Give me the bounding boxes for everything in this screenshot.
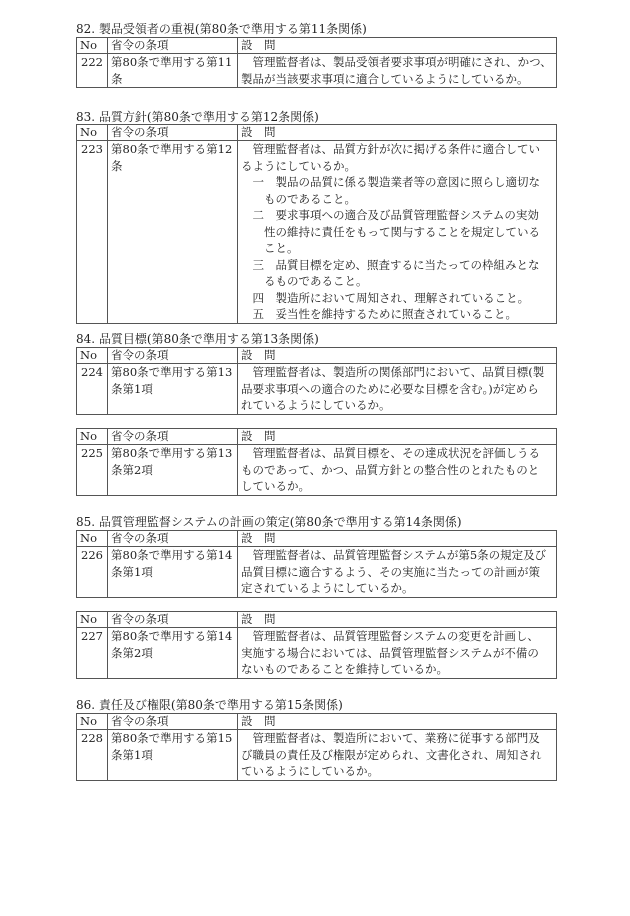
clause-line: 条 <box>111 71 123 86</box>
question-line: るものであること。 <box>241 274 368 288</box>
question-line: 管理監督者は、品質方針が次に掲げる条件に適合してい <box>241 142 540 156</box>
table-row <box>77 445 557 496</box>
item-number: 226 <box>77 547 108 598</box>
table-row <box>77 54 557 88</box>
clause-cell <box>108 730 238 781</box>
header-no: No <box>77 612 108 628</box>
checklist-table <box>76 347 557 415</box>
table-row <box>77 730 557 781</box>
checklist-table <box>76 611 557 679</box>
question-line: 管理監督者は、製品受領者要求事項が明確にされ、かつ、 <box>241 55 552 69</box>
item-number: 228 <box>77 730 108 781</box>
question-line: れているようにしているか。 <box>241 398 391 412</box>
question-line: ものであって、かつ、品質方針との整合性のとれたものと <box>241 462 540 477</box>
question-cell <box>238 54 557 88</box>
question-cell <box>238 628 557 679</box>
question-line: 二 要求事項への適合及び品質管理監督システムの実効 <box>241 208 539 222</box>
table-header-row <box>77 348 557 364</box>
question-line: ているようにしているか。 <box>241 764 379 778</box>
question-cell <box>238 547 557 598</box>
question-line: 四 製造所において周知され、理解されていること。 <box>241 290 530 305</box>
clause-line: 条第2項 <box>111 645 153 660</box>
header-clause: 省令の条項 <box>108 531 238 547</box>
header-question: 設 問 <box>238 38 557 54</box>
question-cell <box>238 445 557 496</box>
clause-cell <box>108 364 238 415</box>
section-title: 82. 製品受領者の重視(第80条で準用する第11条関係) <box>76 22 367 36</box>
question-line: ないものであることを維持しているか。 <box>241 662 448 676</box>
clause-cell <box>108 141 238 324</box>
clause-line: 条第1項 <box>111 381 153 396</box>
table-header-row <box>77 38 557 54</box>
question-cell <box>238 364 557 415</box>
header-clause: 省令の条項 <box>108 714 238 730</box>
question-cell <box>238 141 557 324</box>
question-line: るようにしているか。 <box>241 158 356 173</box>
clause-cell <box>108 445 238 496</box>
checklist-table <box>76 124 557 324</box>
question-line: 品要求事項への適合のために必要な目標を含む。)が定めら <box>241 381 539 396</box>
clause-line: 第80条で準用する第14 <box>111 548 233 562</box>
checklist-table <box>76 530 557 598</box>
clause-line: 第80条で準用する第12 <box>111 142 233 156</box>
header-question: 設 問 <box>238 531 557 547</box>
header-no: No <box>77 38 108 54</box>
question-line: ものであること。 <box>241 191 356 206</box>
question-line: 実施する場合においては、品質管理監督システムが不備の <box>241 645 539 660</box>
question-line: 管理監督者は、品質管理監督システムの変更を計画し、 <box>241 629 539 643</box>
question-line: 品質目標に適合するよう、その実施に当たっての計画が策 <box>241 564 540 579</box>
clause-line: 第80条で準用する第13 <box>111 446 233 460</box>
header-clause: 省令の条項 <box>108 38 238 54</box>
header-question: 設 問 <box>238 612 557 628</box>
clause-cell <box>108 628 238 679</box>
item-number: 222 <box>77 54 108 88</box>
question-line: 一 製品の品質に係る製造業者等の意図に照らし適切な <box>241 175 540 189</box>
table-row <box>77 141 557 324</box>
header-clause: 省令の条項 <box>108 348 238 364</box>
checklist-table <box>76 37 557 88</box>
question-line: 製品が当該要求事項に適合しているようにしているか。 <box>241 71 529 86</box>
table-row <box>77 628 557 679</box>
section-title: 83. 品質方針(第80条で準用する第12条関係) <box>76 110 319 124</box>
checklist-table <box>76 428 557 496</box>
header-question: 設 問 <box>238 125 557 141</box>
section-title: 86. 責任及び権限(第80条で準用する第15条関係) <box>76 698 343 712</box>
header-no: No <box>77 531 108 547</box>
clause-line: 第80条で準用する第14 <box>111 629 233 643</box>
question-line: 定されているようにしているか。 <box>241 581 414 595</box>
table-header-row <box>77 125 557 141</box>
clause-line: 条第2項 <box>111 462 153 477</box>
table-header-row <box>77 531 557 547</box>
question-line: 性の維持に責任をもって関与することを規定している <box>241 224 540 239</box>
question-line: 五 妥当性を維持するために照査されていること。 <box>241 307 517 321</box>
header-no: No <box>77 714 108 730</box>
item-number: 224 <box>77 364 108 415</box>
clause-cell <box>108 54 238 88</box>
header-clause: 省令の条項 <box>108 429 238 445</box>
header-clause: 省令の条項 <box>108 125 238 141</box>
header-question: 設 問 <box>238 348 557 364</box>
item-number: 223 <box>77 141 108 324</box>
table-header-row <box>77 714 557 730</box>
item-number: 227 <box>77 628 108 679</box>
clause-cell <box>108 547 238 598</box>
question-line: 管理監督者は、製造所において、業務に従事する部門及 <box>241 731 540 745</box>
clause-line: 条第1項 <box>111 747 153 762</box>
header-no: No <box>77 125 108 141</box>
clause-line: 第80条で準用する第11 <box>111 55 233 69</box>
clause-line: 第80条で準用する第15 <box>111 731 233 745</box>
question-line: 管理監督者は、品質管理監督システムが第5条の規定及び <box>241 548 547 562</box>
question-cell <box>238 730 557 781</box>
question-line: び職員の責任及び権限が定められ、文書化され、周知され <box>241 747 542 762</box>
checklist-table <box>76 713 557 781</box>
question-line: 管理監督者は、製造所の関係部門において、品質目標(製 <box>241 365 545 379</box>
clause-line: 条第1項 <box>111 564 153 579</box>
table-header-row <box>77 429 557 445</box>
section-title: 84. 品質目標(第80条で準用する第13条関係) <box>76 332 319 346</box>
question-line: 三 品質目標を定め、照査するに当たっての枠組みとな <box>241 257 540 272</box>
section-title: 85. 品質管理監督システムの計画の策定(第80条で準用する第14条関係) <box>76 515 462 529</box>
question-line: こと。 <box>241 241 299 255</box>
header-no: No <box>77 348 108 364</box>
header-question: 設 問 <box>238 714 557 730</box>
question-line: 管理監督者は、品質目標を、その達成状況を評価しうる <box>241 446 540 460</box>
table-row <box>77 364 557 415</box>
table-header-row <box>77 612 557 628</box>
header-no: No <box>77 429 108 445</box>
item-number: 225 <box>77 445 108 496</box>
clause-line: 第80条で準用する第13 <box>111 365 233 379</box>
header-question: 設 問 <box>238 429 557 445</box>
question-line: しているか。 <box>241 479 310 493</box>
table-row <box>77 547 557 598</box>
header-clause: 省令の条項 <box>108 612 238 628</box>
clause-line: 条 <box>111 158 123 173</box>
